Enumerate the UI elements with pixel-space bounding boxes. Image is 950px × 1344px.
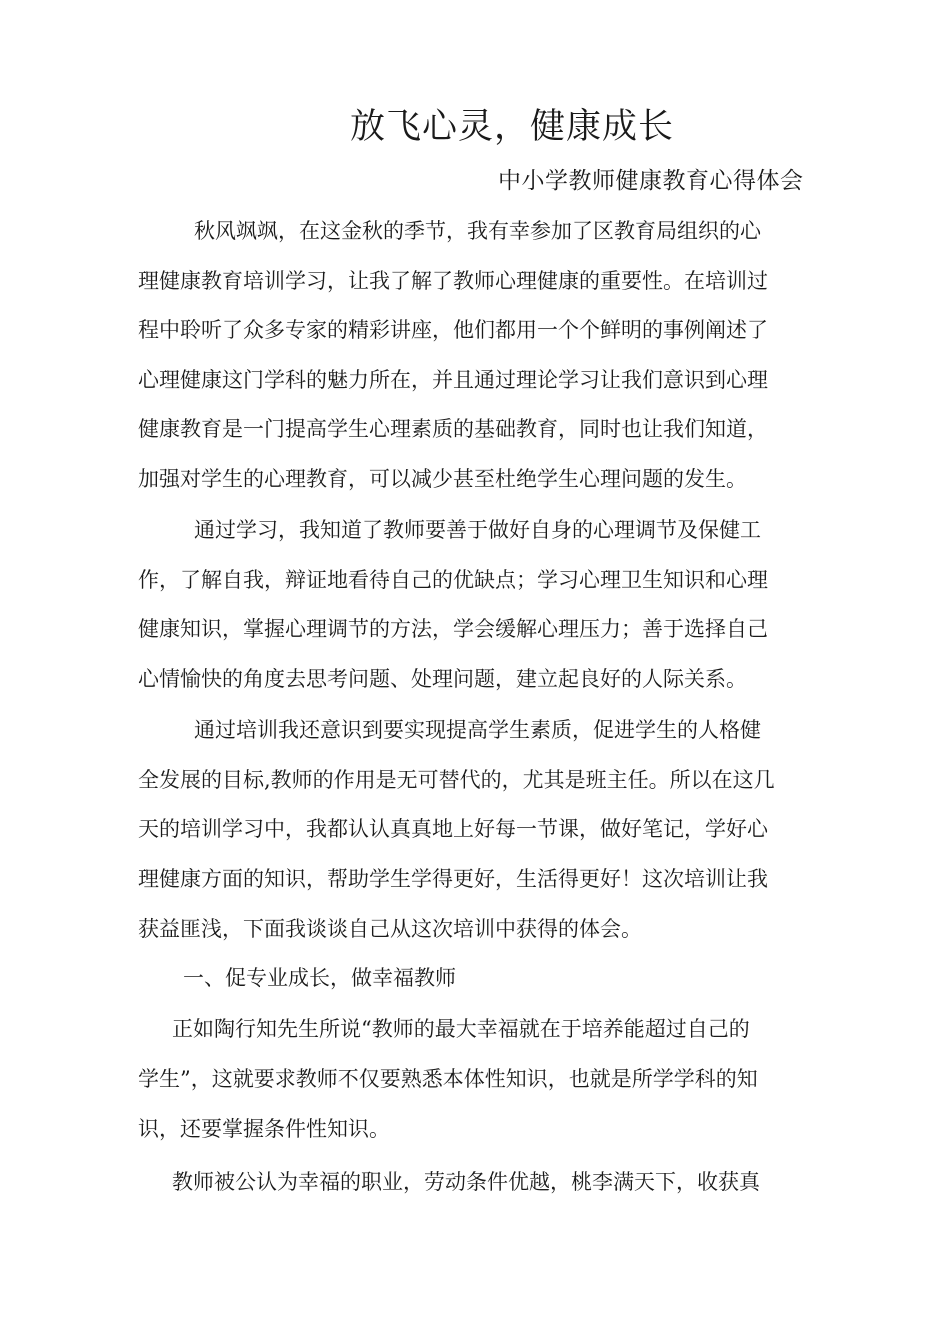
paragraph-line: 学生”，这就要求教师不仅要熟悉本体性知识，也就是所学学科的知 bbox=[138, 1067, 758, 1091]
paragraph-line: 获益匪浅，下面我谈谈自己从这次培训中获得的体会。 bbox=[138, 917, 642, 941]
paragraph-line: 程中聆听了众多专家的精彩讲座，他们都用一个个鲜明的事例阐述了 bbox=[138, 318, 768, 342]
document-title: 放飞心灵，健康成长 bbox=[349, 107, 674, 147]
paragraph-line: 秋风飒飒，在这金秋的季节，我有幸参加了区教育局组织的心 bbox=[194, 219, 761, 243]
paragraph-line: 通过学习，我知道了教师要善于做好自身的心理调节及保健工 bbox=[194, 518, 761, 542]
paragraph-line: 教师被公认为幸福的职业，劳动条件优越，桃李满天下，收获真 bbox=[172, 1170, 760, 1194]
paragraph-line: 作，了解自我，辩证地看待自己的优缺点；学习心理卫生知识和心理 bbox=[138, 568, 768, 592]
section-heading: 一、促专业成长，做幸福教师 bbox=[183, 966, 456, 990]
paragraph-line: 健康知识，掌握心理调节的方法，学会缓解心理压力；善于选择自己 bbox=[138, 617, 768, 641]
document-subtitle: 中小学教师健康教育心得体会 bbox=[498, 168, 804, 194]
paragraph-line: 全发展的目标,教师的作用是无可替代的，尤其是班主任。所以在这几 bbox=[138, 768, 775, 792]
paragraph-line: 识，还要掌握条件性知识。 bbox=[138, 1117, 390, 1141]
paragraph-line: 通过培训我还意识到要实现提高学生素质，促进学生的人格健 bbox=[194, 718, 761, 742]
paragraph-line: 理健康方面的知识，帮助学生学得更好，生活得更好！这次培训让我 bbox=[138, 867, 768, 891]
paragraph-line: 心理健康这门学科的魅力所在，并且通过理论学习让我们意识到心理 bbox=[138, 368, 768, 392]
paragraph-line: 健康教育是一门提高学生心理素质的基础教育，同时也让我们知道， bbox=[138, 417, 768, 441]
paragraph-line: 加强对学生的心理教育，可以减少甚至杜绝学生心理问题的发生。 bbox=[138, 467, 747, 491]
paragraph-line: 天的培训学习中，我都认认真真地上好每一节课，做好笔记，学好心 bbox=[138, 817, 768, 841]
paragraph-line: 心情愉快的角度去思考问题、处理问题，建立起良好的人际关系。 bbox=[138, 667, 747, 691]
paragraph-line: 正如陶行知先生所说“教师的最大幸福就在于培养能超过自己的 bbox=[172, 1017, 750, 1041]
paragraph-line: 理健康教育培训学习，让我了解了教师心理健康的重要性。在培训过 bbox=[138, 269, 768, 293]
